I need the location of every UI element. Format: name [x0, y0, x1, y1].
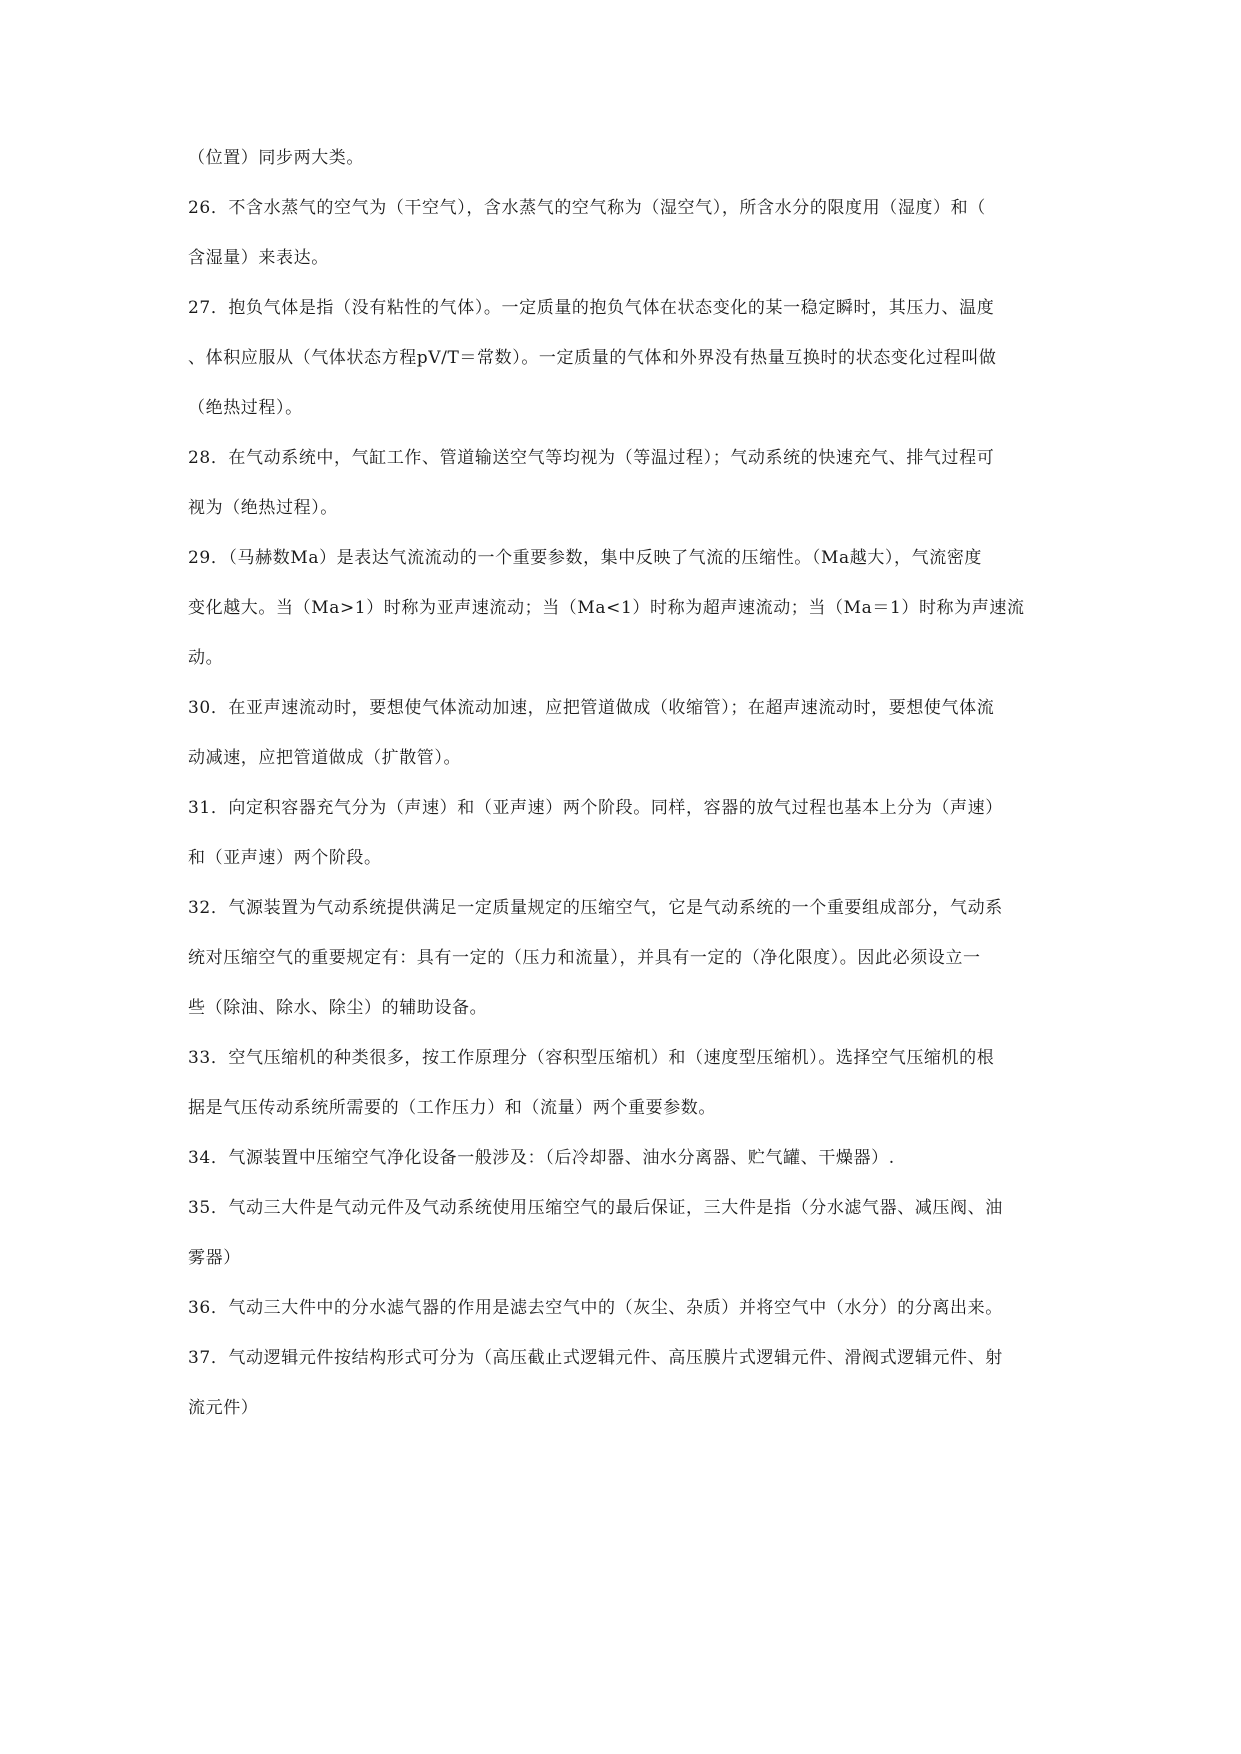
- text-line: 含湿量）来表达。: [188, 248, 329, 268]
- text-line: 统对压缩空气的重要规定有：具有一定的（压力和流量），并具有一定的（净化限度）。因此必须设立一: [188, 948, 981, 968]
- text-line: 视为（绝热过程）。: [188, 498, 338, 518]
- text-line: 些（除油、除水、除尘）的辅助设备。: [188, 998, 488, 1018]
- text-line: 37．气动逻辑元件按结构形式可分为（高压截止式逻辑元件、高压膜片式逻辑元件、滑阀式逻辑元件、射: [188, 1348, 1003, 1368]
- text-line: 流元件）: [188, 1398, 259, 1418]
- text-line: （位置）同步两大类。: [188, 148, 364, 168]
- text-line: 动减速，应把管道做成（扩散管）。: [188, 748, 462, 768]
- text-line: 30．在亚声速流动时，要想使气体流动加速，应把管道做成（收缩管）；在超声速流动时，要想使气体流: [188, 698, 995, 718]
- text-line: 33．空气压缩机的种类很多，按工作原理分（容积型压缩机）和（速度型压缩机）。选择空气压缩机的根: [188, 1048, 995, 1068]
- text-line: 35．气动三大件是气动元件及气动系统使用压缩空气的最后保证，三大件是指（分水滤气器、减压阀、油: [188, 1198, 1003, 1218]
- text-line: （绝热过程）。: [188, 398, 303, 418]
- text-line: 32．气源装置为气动系统提供满足一定质量规定的压缩空气，它是气动系统的一个重要组成部分，气动系: [188, 898, 1003, 918]
- text-line: 31．向定积容器充气分为（声速）和（亚声速）两个阶段。同样，容器的放气过程也基本上分为（声速）: [188, 798, 1003, 818]
- text-line: 28．在气动系统中，气缸工作、管道输送空气等均视为（等温过程）；气动系统的快速充气、排气过程可: [188, 448, 995, 468]
- text-line: 26．不含水蒸气的空气为（干空气），含水蒸气的空气称为（湿空气），所含水分的限度用（湿度）和（: [188, 198, 986, 218]
- text-line: 动。: [188, 648, 224, 668]
- text-line: 29．（马赫数Ma）是表达气流流动的一个重要参数，集中反映了气流的压缩性。（Ma越大），气流密度: [188, 548, 983, 568]
- text-line: 36．气动三大件中的分水滤气器的作用是滤去空气中的（灰尘、杂质）并将空气中（水分）的分离出来。: [188, 1298, 1003, 1318]
- text-line: 34．气源装置中压缩空气净化设备一般涉及：（后冷却器、油水分离器、贮气罐、干燥器）.: [188, 1148, 895, 1168]
- text-line: 27．抱负气体是指（没有粘性的气体）。一定质量的抱负气体在状态变化的某一稳定瞬时，其压力、温度: [188, 298, 995, 318]
- text-line: 雾器）: [188, 1248, 241, 1268]
- text-line: 、体积应服从（气体状态方程pV/T＝常数）。一定质量的气体和外界没有热量互换时的状态变化过程叫做: [188, 348, 997, 368]
- text-line: 变化越大。当（Ma>1）时称为亚声速流动；当（Ma<1）时称为超声速流动；当（Ma＝1）时称为声速流: [188, 598, 1025, 618]
- text-line: 据是气压传动系统所需要的（工作压力）和（流量）两个重要参数。: [188, 1098, 716, 1118]
- text-line: 和（亚声速）两个阶段。: [188, 848, 382, 868]
